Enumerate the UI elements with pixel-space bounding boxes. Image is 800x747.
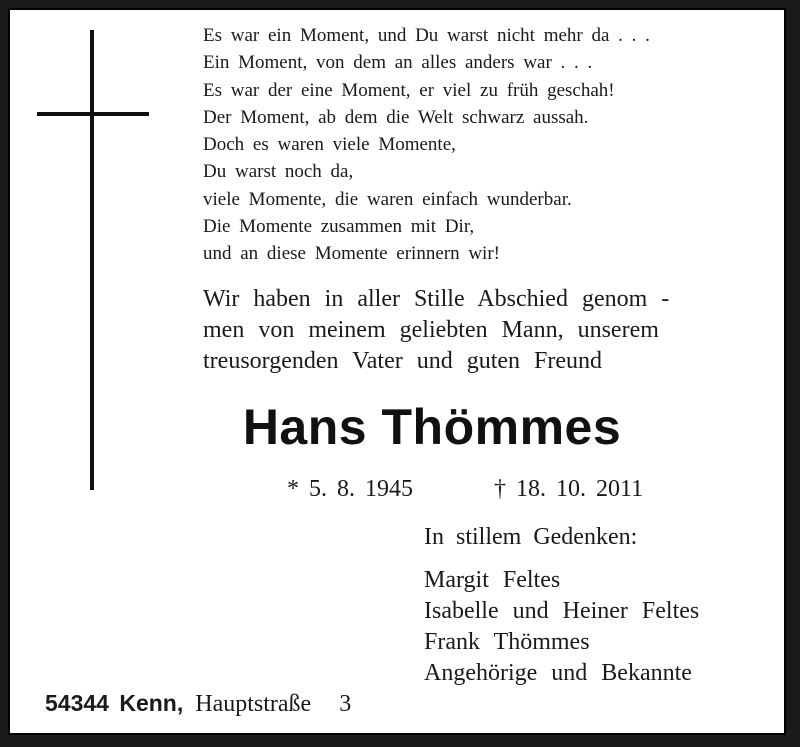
intro-line: Wir haben in aller Stille Abschied genom - [203,286,670,312]
address [45,690,351,718]
mourner-item: Frank Thömmes [424,629,590,655]
deceased-name: Hans Thömmes [242,399,622,455]
poem-line: und an diese Momente erinnern wir! [203,243,500,265]
mourners-list [424,565,699,689]
intro-line: men von meinem geliebten Mann, unserem [203,317,659,343]
cross-icon-bar [37,112,149,116]
address-street: Hauptstraße 3 [195,691,352,717]
intro-text [203,284,669,377]
poem-line: Du warst noch da, [203,161,354,183]
poem [203,22,650,268]
obituary-card [8,8,786,735]
poem-line: Es war der eine Moment, er viel zu früh geschah! [203,79,615,101]
mourner-item: Margit Feltes [424,567,561,593]
poem-line: viele Momente, die waren einfach wunderbar. [203,188,572,210]
intro-line: treusorgenden Vater und guten Freund [203,348,603,374]
poem-line: Doch es waren viele Momente, [203,134,456,156]
mourner-item: Isabelle und Heiner Feltes [424,598,700,624]
poem-line: Der Moment, ab dem die Welt schwarz aussah. [203,106,589,128]
poem-line: Es war ein Moment, und Du warst nicht mehr da . . . [203,25,650,46]
address-city: 54344 Kenn, [45,690,184,716]
memory-heading: In stillem Gedenken: [424,524,638,550]
death-date: † 18. 10. 2011 [494,476,644,502]
birth-date: * 5. 8. 1945 [287,476,413,502]
mourner-item: Angehörige und Bekannte [424,660,692,686]
poem-line: Ein Moment, von dem an alles anders war . . . [203,52,593,74]
poem-line: Die Momente zusammen mit Dir, [203,216,475,238]
